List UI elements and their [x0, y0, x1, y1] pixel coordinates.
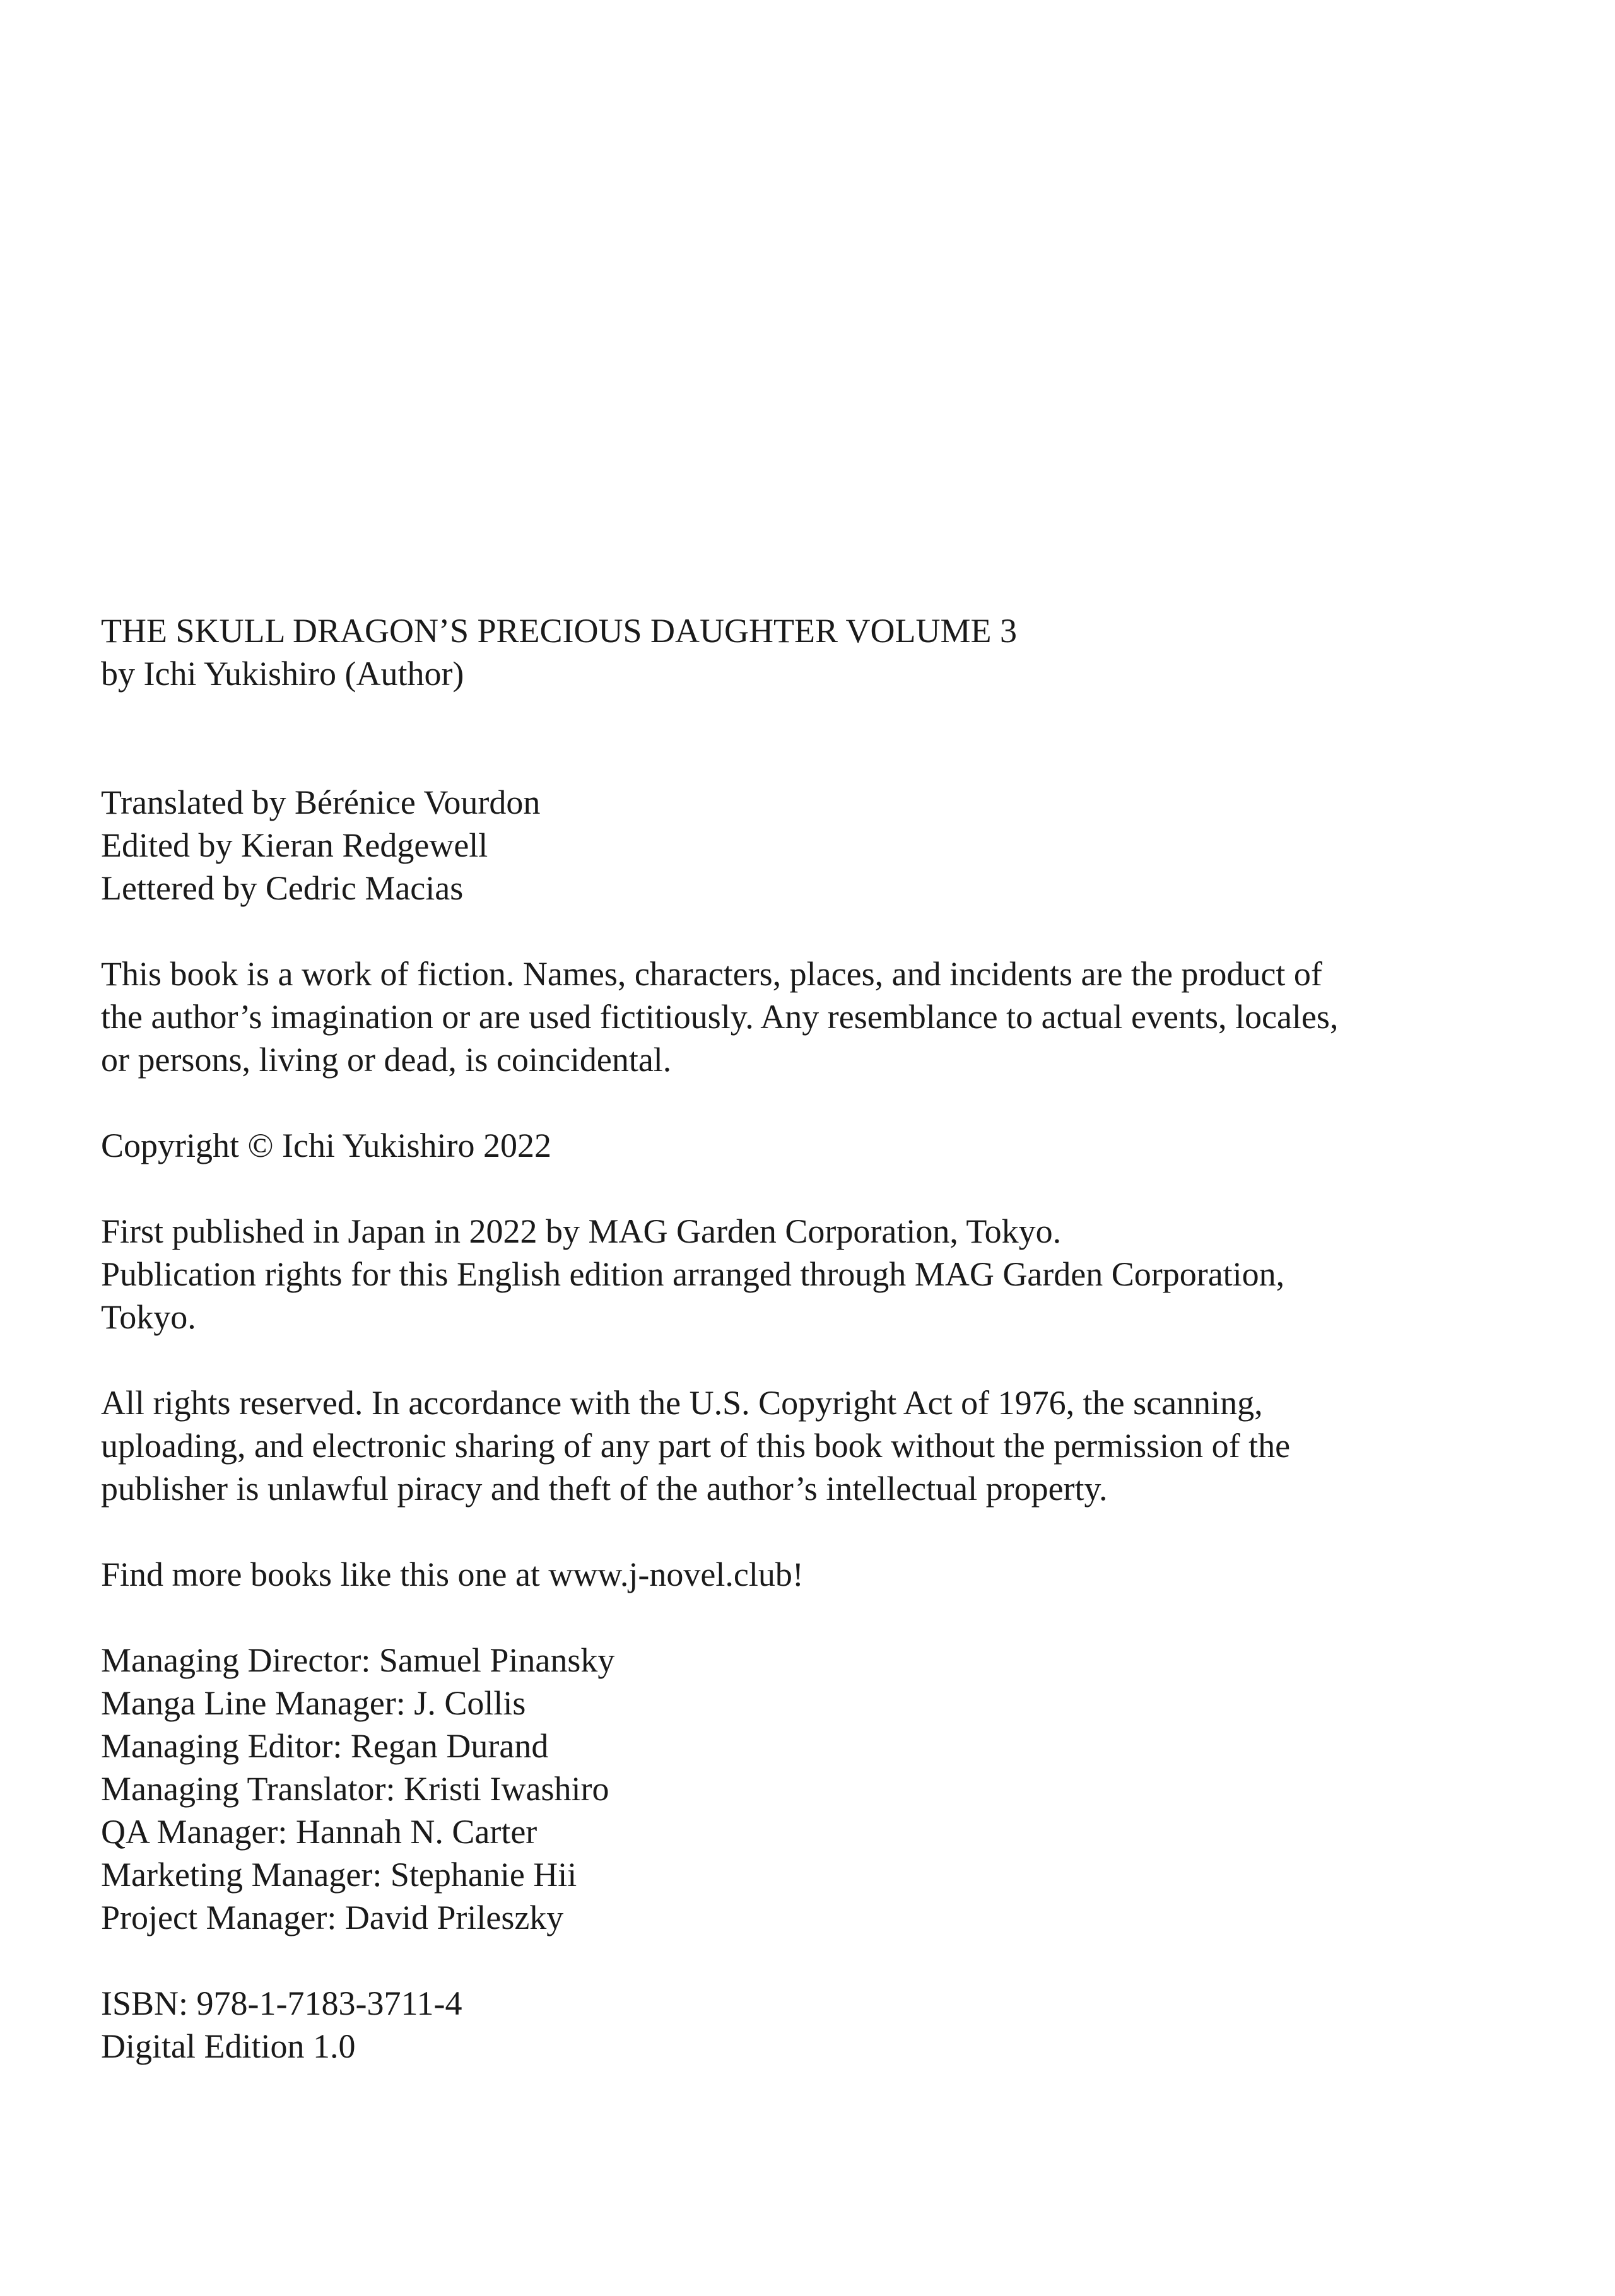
publication-line: Publication rights for this English edition arranged through MAG Garden Corporation, [101, 1255, 1285, 1293]
copyright-page [101, 609, 1527, 2068]
staff-marketing-manager: Marketing Manager: Stephanie Hii [101, 1856, 577, 1894]
disclaimer-line: or persons, living or dead, is coincidental. [101, 1041, 672, 1079]
publication-line: Tokyo. [101, 1298, 196, 1336]
rights-line: publisher is unlawful piracy and theft of the author’s intellectual property. [101, 1470, 1108, 1508]
translator-credit: Translated by Bérénice Vourdon [101, 783, 541, 821]
isbn: ISBN: 978-1-7183-3711-4 [101, 1984, 462, 2022]
staff-managing-director: Managing Director: Samuel Pinansky [101, 1641, 615, 1679]
rights-line: All rights reserved. In accordance with the U.S. Copyright Act of 1976, the scanning, [101, 1384, 1263, 1422]
digital-edition: Digital Edition 1.0 [101, 2027, 356, 2065]
copyright-notice [101, 1124, 1527, 1167]
staff-managing-editor: Managing Editor: Regan Durand [101, 1727, 549, 1765]
find-more-line: Find more books like this one at www.j-novel.club! [101, 1555, 804, 1593]
fiction-disclaimer [101, 952, 1527, 1081]
credits-block [101, 781, 1527, 910]
book-title: THE SKULL DRAGON’S PRECIOUS DAUGHTER VOLUME 3 [101, 612, 1018, 650]
staff-list [101, 1639, 1527, 1939]
title-block [101, 609, 1527, 695]
staff-manga-line-manager: Manga Line Manager: J. Collis [101, 1684, 526, 1722]
disclaimer-line: the author’s imagination or are used fictitiously. Any resemblance to actual events, locales, [101, 998, 1339, 1036]
rights-notice [101, 1381, 1527, 1510]
author-byline: by Ichi Yukishiro (Author) [101, 655, 464, 693]
edition-info [101, 1982, 1527, 2068]
letterer-credit: Lettered by Cedric Macias [101, 869, 464, 907]
editor-credit: Edited by Kieran Redgewell [101, 826, 488, 864]
rights-line: uploading, and electronic sharing of any part of this book without the permission of the [101, 1427, 1291, 1465]
staff-project-manager: Project Manager: David Prileszky [101, 1899, 564, 1936]
staff-managing-translator: Managing Translator: Kristi Iwashiro [101, 1770, 609, 1808]
publication-info [101, 1210, 1527, 1338]
disclaimer-line: This book is a work of fiction. Names, characters, places, and incidents are the product of [101, 955, 1322, 993]
copyright-line: Copyright © Ichi Yukishiro 2022 [101, 1127, 551, 1164]
staff-qa-manager: QA Manager: Hannah N. Carter [101, 1813, 537, 1851]
publication-line: First published in Japan in 2022 by MAG Garden Corporation, Tokyo. [101, 1212, 1062, 1250]
find-more-notice [101, 1553, 1527, 1596]
